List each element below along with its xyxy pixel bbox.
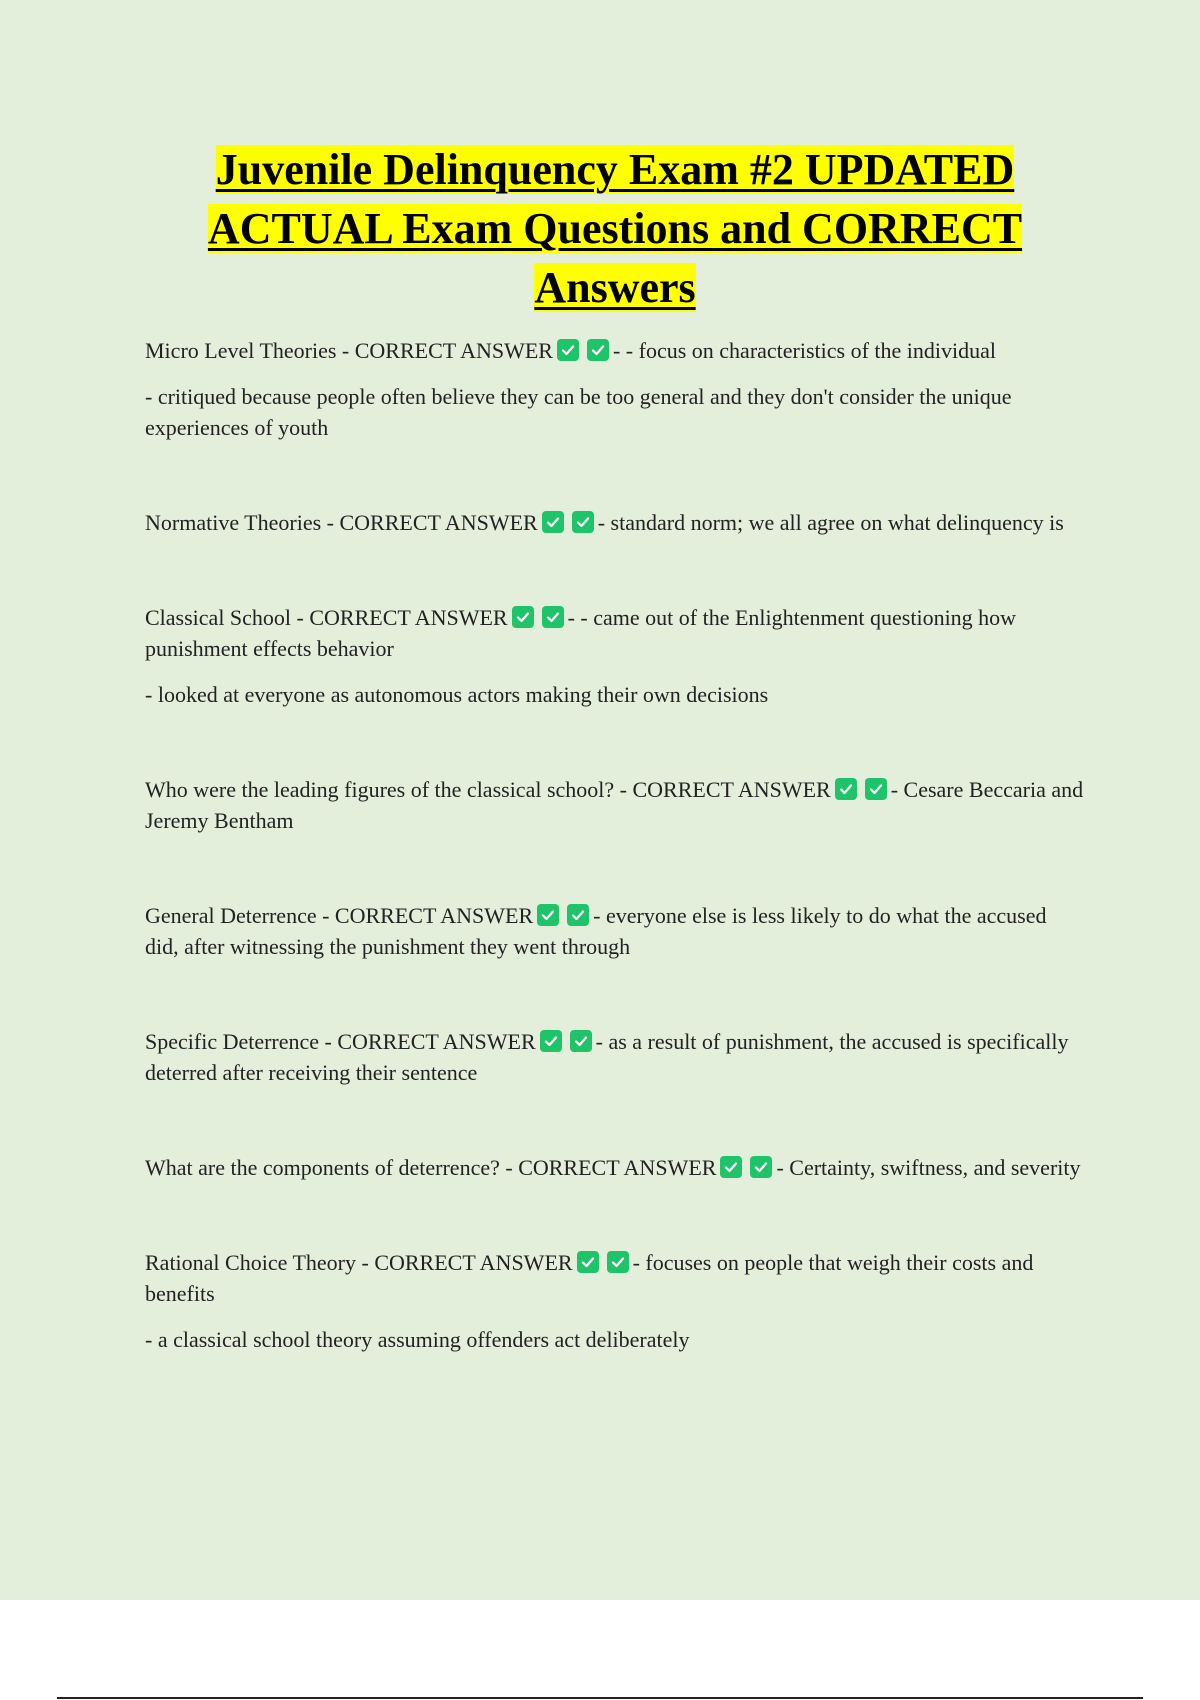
question-text: Specific Deterrence - CORRECT ANSWER [145, 1029, 536, 1054]
qa-entry [145, 900, 1085, 962]
question-text: Rational Choice Theory - CORRECT ANSWER [145, 1250, 573, 1275]
answer-extra-line: - critiqued because people often believe they can be too general and they don't consider the unique experiences of youth [145, 384, 1012, 440]
document-content [145, 140, 1085, 1419]
answer-text: - - came out of the Enlightenment questioning how punishment effects behavior [145, 605, 1017, 661]
qa-entry [145, 774, 1085, 836]
check-mark-icon [572, 511, 594, 533]
footer-divider [57, 1697, 1143, 1699]
check-mark-icon [512, 606, 534, 628]
question-text: General Deterrence - CORRECT ANSWER [145, 903, 534, 928]
qa-main-line [145, 1247, 1085, 1309]
title-line-1: Juvenile Delinquency Exam #2 UPDATED [215, 145, 1015, 194]
check-mark-icon [570, 1030, 592, 1052]
document-title [145, 140, 1085, 317]
qa-main-line [145, 1026, 1085, 1088]
question-text: Normative Theories - CORRECT ANSWER [145, 510, 538, 535]
check-mark-icon [540, 1030, 562, 1052]
check-mark-icon [720, 1156, 742, 1178]
check-mark-icon [587, 339, 609, 361]
check-mark-icon [542, 511, 564, 533]
check-mark-icon [577, 1251, 599, 1273]
answer-extra-line: - looked at everyone as autonomous actors making their own decisions [145, 682, 769, 707]
answer-text: - as a result of punishment, the accused is specifically deterred after receiving their sentence [145, 1029, 1069, 1085]
question-text: Who were the leading figures of the classical school? - CORRECT ANSWER [145, 777, 831, 802]
check-mark-icon [607, 1251, 629, 1273]
qa-main-line [145, 1152, 1085, 1183]
question-text: Classical School - CORRECT ANSWER [145, 605, 508, 630]
qa-entry [145, 1152, 1085, 1183]
question-text: What are the components of deterrence? - CORRECT ANSWER [145, 1155, 717, 1180]
qa-entry [145, 335, 1085, 443]
answer-text: - Cesare Beccaria and Jeremy Bentham [145, 777, 1084, 833]
answer-extra-line: - a classical school theory assuming offenders act deliberately [145, 1327, 690, 1352]
check-mark-icon [567, 904, 589, 926]
answer-text: - - focus on characteristics of the individual [612, 338, 997, 363]
qa-main-line [145, 900, 1085, 962]
check-mark-icon [542, 606, 564, 628]
qa-main-line [145, 602, 1085, 664]
qa-main-line [145, 507, 1085, 538]
title-line-2: ACTUAL Exam Questions and CORRECT [207, 204, 1023, 253]
qa-main-line [145, 335, 1085, 366]
check-mark-icon [750, 1156, 772, 1178]
qa-entry [145, 507, 1085, 538]
check-mark-icon [835, 778, 857, 800]
answer-text: - Certainty, swiftness, and severity [776, 1155, 1081, 1180]
title-line-3: Answers [534, 263, 696, 312]
qa-list [145, 335, 1085, 1355]
answer-text: - everyone else is less likely to do what the accused did, after witnessing the punishment they went through [145, 903, 1047, 959]
check-mark-icon [557, 339, 579, 361]
qa-entry [145, 1026, 1085, 1088]
check-mark-icon [865, 778, 887, 800]
qa-entry [145, 602, 1085, 710]
answer-text: - focuses on people that weigh their costs and benefits [145, 1250, 1034, 1306]
check-mark-icon [537, 904, 559, 926]
answer-text: - standard norm; we all agree on what delinquency is [597, 510, 1064, 535]
qa-entry [145, 1247, 1085, 1355]
qa-main-line [145, 774, 1085, 836]
question-text: Micro Level Theories - CORRECT ANSWER [145, 338, 553, 363]
